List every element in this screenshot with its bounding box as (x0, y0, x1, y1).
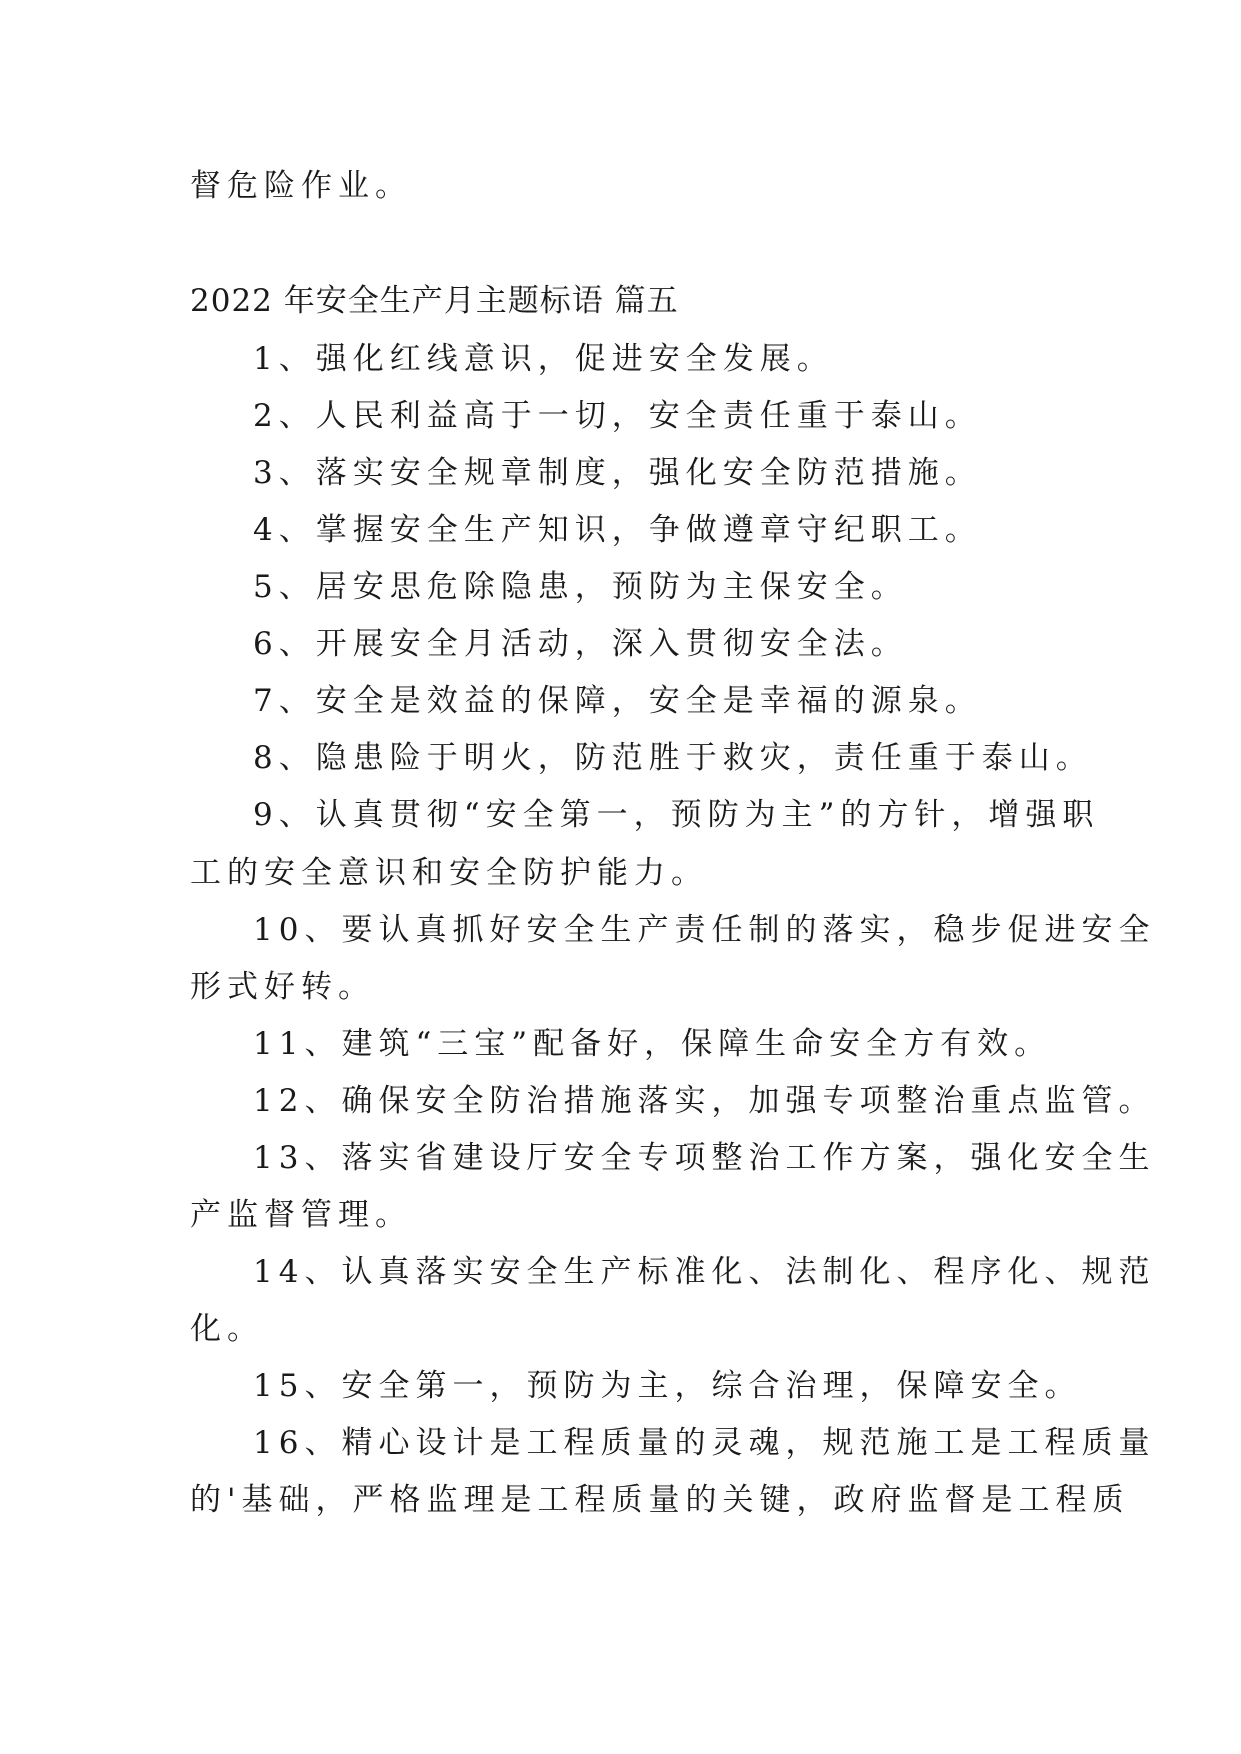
slogan-item: 4、掌握安全生产知识，争做遵章守纪职工。 (253, 512, 982, 548)
slogan-item: 11、建筑“三宝”配备好，保障生命安全方有效。 (253, 1026, 1052, 1062)
slogan-item: 8、隐患险于明火，防范胜于救灾，责任重于泰山。 (253, 740, 1093, 776)
slogan-item: 13、落实省建设厅安全专项整治工作方案，强化安全生 (253, 1140, 1156, 1176)
slogan-item-continuation: 的'基础，严格监理是工程质量的关键，政府监督是工程质 (190, 1482, 1130, 1518)
slogan-item: 1、强化红线意识，促进安全发展。 (253, 341, 834, 377)
slogan-item-continuation: 形式好转。 (190, 969, 375, 1005)
slogan-item: 14、认真落实安全生产标准化、法制化、程序化、规范 (253, 1254, 1156, 1290)
slogan-item: 15、安全第一，预防为主，综合治理，保障安全。 (253, 1368, 1082, 1404)
continuation-text: 督危险作业。 (190, 168, 412, 204)
slogan-item: 12、确保安全防治措施落实，加强专项整治重点监管。 (253, 1083, 1156, 1119)
slogan-item: 10、要认真抓好安全生产责任制的落实，稳步促进安全 (253, 912, 1156, 948)
section-heading: 2022 年安全生产月主题标语 篇五 (190, 283, 679, 319)
slogan-item: 16、精心设计是工程质量的灵魂，规范施工是工程质量 (253, 1425, 1156, 1461)
slogan-item: 6、开展安全月活动，深入贯彻安全法。 (253, 626, 908, 662)
slogan-item-continuation: 工的安全意识和安全防护能力。 (190, 855, 708, 891)
slogan-item-continuation: 产监督管理。 (190, 1197, 412, 1233)
slogan-item-continuation: 化。 (190, 1311, 264, 1347)
slogan-item: 5、居安思危除隐患，预防为主保安全。 (253, 569, 908, 605)
slogan-item: 3、落实安全规章制度，强化安全防范措施。 (253, 455, 982, 491)
slogan-item: 9、认真贯彻“安全第一，预防为主”的方针，增强职 (253, 797, 1100, 833)
slogan-item: 2、人民利益高于一切，安全责任重于泰山。 (253, 398, 982, 434)
slogan-item: 7、安全是效益的保障，安全是幸福的源泉。 (253, 683, 982, 719)
